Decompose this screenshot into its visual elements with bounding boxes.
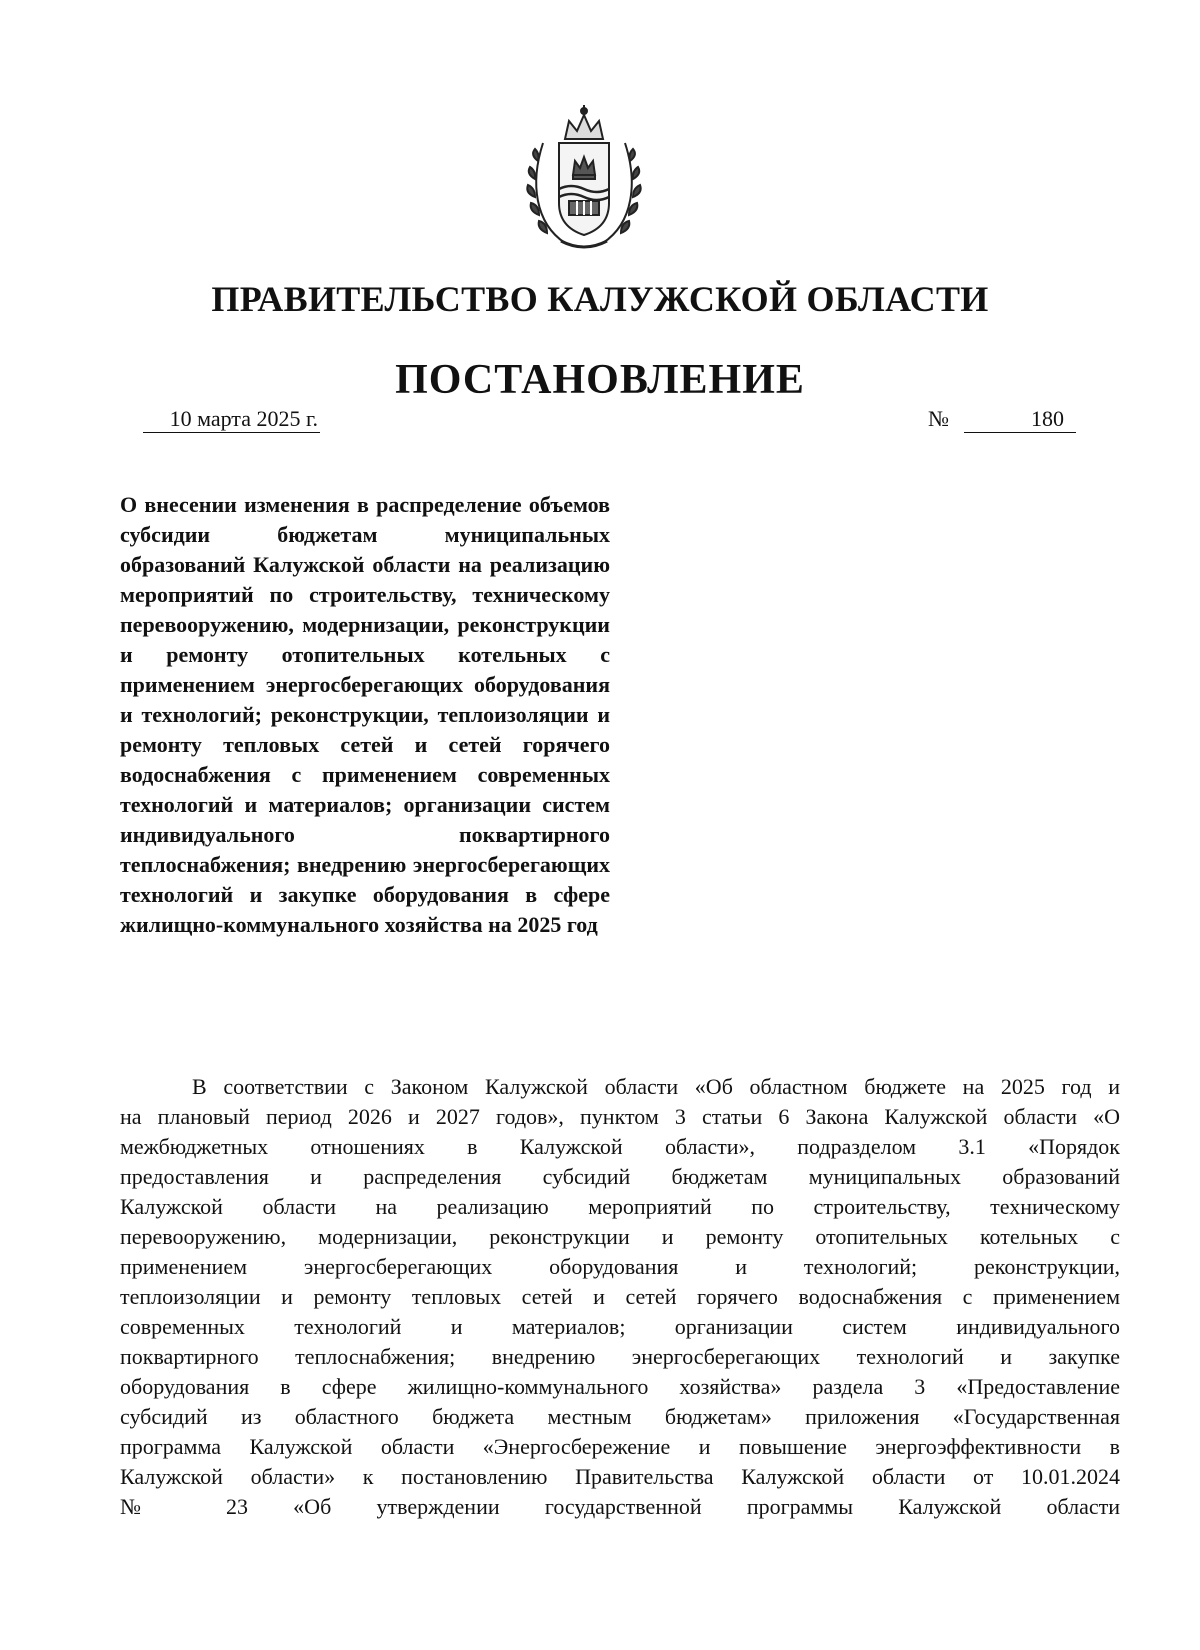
body-line: межбюджетных отношениях в Калужской области», подразделом 3.1 «Порядок [120, 1134, 1120, 1159]
government-title: ПРАВИТЕЛЬСТВО КАЛУЖСКОЙ ОБЛАСТИ [211, 279, 989, 319]
body-line: программа Калужской области «Энергосбережение и повышение энергоэффективности в [120, 1434, 1120, 1459]
number-sign: № [928, 406, 949, 431]
body-line: В соответствии с Законом Калужской области «Об областном бюджете на 2025 год и [192, 1074, 1120, 1099]
body-line: на плановый период 2026 и 2027 годов», пунктом 3 статьи 6 Закона Калужской области «О [120, 1104, 1120, 1129]
document-heading: О внесении изменения в распределение объемов субсидии бюджетам муниципальных образований Калужской области на реализацию мероприятий по строительству, техническому перевооружению, модернизации, реконструкции и ремонту отопительных котельных с применением энергосберегающих оборудования и технологий; реконструкции, теплоизоляции и ремонту тепловых сетей и сетей горячего водоснабжения с применением современных технологий и материалов; организации систем индивидуального поквартирного теплоснабжения; внедрению энергосберегающих технологий и закупке оборудования в сфере жилищно-коммунального хозяйства на 2025 год [120, 492, 610, 937]
body-line: перевооружению, модернизации, реконструкции и ремонту отопительных котельных с [120, 1224, 1120, 1249]
document-date: 10 марта 2025 г. [143, 406, 320, 433]
body-line: Калужской области на реализацию мероприятий по строительству, техническому [120, 1194, 1120, 1219]
coat-of-arms-icon [525, 103, 643, 251]
body-line: оборудования в сфере жилищно-коммунального хозяйства» раздела 3 «Предоставление [120, 1374, 1120, 1399]
body-line: применением энергосберегающих оборудования и технологий; реконструкции, [120, 1254, 1120, 1279]
document-type: ПОСТАНОВЛЕНИЕ [395, 357, 805, 403]
body-line: поквартирного теплоснабжения; внедрению энергосберегающих технологий и закупке [120, 1344, 1120, 1369]
document-number: 180 [964, 406, 1076, 433]
body-line: предоставления и распределения субсидий бюджетам муниципальных образований [120, 1164, 1120, 1189]
document-number-field [928, 406, 1078, 434]
body-line: № 23 «Об утверждении государственной программы Калужской области [120, 1494, 1120, 1519]
document-body [120, 1072, 1120, 1522]
body-line: субсидий из областного бюджета местным бюджетам» приложения «Государственная [120, 1404, 1120, 1429]
body-line: Калужской области» к постановлению Правительства Калужской области от 10.01.2024 [120, 1464, 1120, 1489]
body-line: современных технологий и материалов; организации систем индивидуального [120, 1314, 1120, 1339]
body-line: теплоизоляции и ремонту тепловых сетей и сетей горячего водоснабжения с применением [120, 1284, 1120, 1309]
